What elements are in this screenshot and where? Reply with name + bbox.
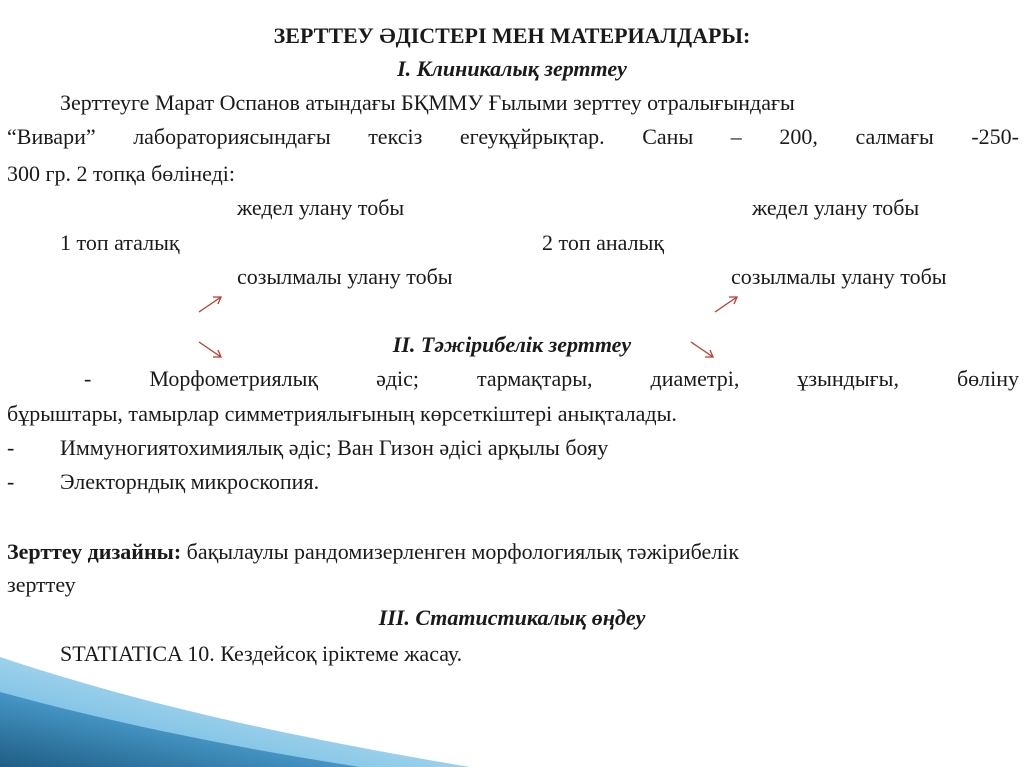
design-text: бақылаулы рандомизерленген морфологиялық тәжірибелік — [181, 539, 740, 564]
section3-text: STATIATICA 10. Кездейсоқ іріктеме жасау. — [60, 641, 463, 666]
decorative-swoosh — [0, 637, 470, 767]
group1-acute-label: жедел улану тобы — [237, 195, 405, 220]
section1-paragraph-line3: 300 гр. 2 топқа бөлінеді: — [7, 161, 236, 186]
slide-heading: ЗЕРТТЕУ ӘДІСТЕРІ МЕН МАТЕРИАЛДАРЫ: — [273, 23, 751, 48]
section2-item1-line1: - Морфометриялық әдіс; тармақтары, диаметрі, ұзындығы, бөліну — [84, 366, 1019, 391]
section2-item3: Электорндық микроскопия. — [60, 469, 320, 494]
design-label: Зерттеу дизайны: — [7, 539, 182, 564]
section1-title: I. Клиникалық зерттеу — [397, 56, 627, 81]
section1-paragraph-line1: Зерттеуге Марат Оспанов атындағы БҚММУ Ғылыми зерттеу отралығындағы — [60, 90, 795, 115]
section2-item1-line2: бұрыштары, тамырлар симметриялығының көрсеткіштері анықталады. — [7, 401, 677, 426]
group1-chronic-label: созылмалы улану тобы — [237, 264, 453, 289]
group2-label: 2 топ аналық — [542, 230, 665, 255]
section3-title: III. Статистикалық өңдеу — [378, 605, 646, 630]
design-text-line2: зерттеу — [7, 572, 76, 597]
design-line1 — [7, 538, 739, 566]
arrow-up-right-icon — [196, 292, 226, 316]
section2-item3-dash: - — [7, 469, 15, 494]
arrow-up-right-icon — [712, 292, 742, 316]
section1-paragraph-line2: “Вивари” лабораториясындағы тексіз егеуқұйрықтар. Саны – 200, салмағы -250- — [7, 124, 1019, 149]
section2-item2: Иммуногиятохимиялық әдіс; Ван Гизон әдісі арқылы бояу — [60, 435, 609, 460]
group1-label: 1 топ аталық — [60, 230, 180, 255]
group2-acute-label: жедел улану тобы — [752, 195, 920, 220]
section2-item2-dash: - — [7, 435, 15, 460]
section2-title: II. Тәжірибелік зерттеу — [392, 332, 632, 357]
group2-chronic-label: созылмалы улану тобы — [731, 264, 947, 289]
